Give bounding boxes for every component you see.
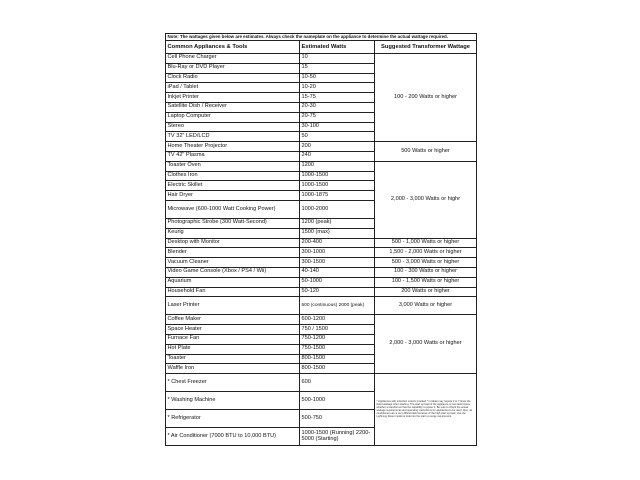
appliance-watts: 600 [300,374,375,392]
appliance-watts: 800-1500 [300,364,375,374]
appliance-watts: 50-1000 [300,277,375,287]
appliance-watts: 10-50 [300,73,375,83]
note-row [166,34,477,41]
appliance-name: Stereo [166,122,300,132]
appliance-name: Vacuum Cleaner [166,258,300,268]
table-row [166,297,477,315]
appliance-name: Cell Phone Charger [166,54,300,64]
appliance-name: Aquarium [166,277,300,287]
appliance-name: Photographic Strobe (300 Watt-Second) [166,218,300,228]
transformer-wattage: 500 Watts or higher [375,142,477,162]
appliance-watts: 15 [300,63,375,73]
appliance-name: * Refrigerator [166,410,300,428]
appliance-name: * Washing Machine [166,392,300,410]
appliance-watts: 30-100 [300,122,375,132]
table-row [166,248,477,258]
appliance-name: iPad / Tablet [166,83,300,93]
appliance-name: Clock Radio [166,73,300,83]
appliance-watts: 40-140 [300,267,375,277]
table-row [166,374,477,392]
appliance-name: Toaster [166,354,300,364]
appliance-name: * Chest Freezer [166,374,300,392]
transformer-wattage: 500 - 1,000 Watts or higher [375,238,477,248]
appliance-watts: 200-400 [300,238,375,248]
appliance-name: Clothes Iron [166,171,300,181]
appliance-watts: 500-750 [300,410,375,428]
table-row [166,315,477,325]
appliance-name: Blender [166,248,300,258]
appliance-name: Electric Skillet [166,181,300,191]
transformer-wattage: 500 - 3,000 Watts or higher [375,258,477,268]
header-watts: Estimated Watts [300,41,375,54]
appliance-name: Coffee Maker [166,315,300,325]
appliance-name: Inkjet Printer [166,93,300,103]
table-row [166,238,477,248]
appliance-name: Furnace Fan [166,334,300,344]
appliance-watts: 15-75 [300,93,375,103]
appliance-watts: 1000-2000 [300,200,375,218]
appliance-watts: 1000-1500 (Running) 2200-5000 (Starting) [300,428,375,446]
transformer-wattage: 100 - 300 Watts or higher [375,267,477,277]
appliance-watts: 200 [300,142,375,152]
appliance-watts: 500 (continuous) 2000 (peak) [300,297,375,315]
appliance-name: Space Heater [166,325,300,335]
appliance-name: TV 32" LED/LCD [166,132,300,142]
appliance-name: Satellite Dish / Receiver [166,102,300,112]
note-text: Note: The wattages given below are estimates. Always check the nameplate on the appliance to determine the actual wattage required. [166,34,477,41]
transformer-wattage: 100 - 1,500 Watts or higher [375,277,477,287]
appliance-watts: 300-1500 [300,258,375,268]
appliance-name: * Air Conditioner (7000 BTU to 10,000 BTU) [166,428,300,446]
appliance-watts: 800-1500 [300,354,375,364]
footnote-text: * Appliances with induction motors (marked * in table) may require 3 to 7 times the listed wattage when starting. The start up load of the appliance or tool determines whether a transformer has the capability to power it. Be sure to check the actual wattage requirements and operating instructions for appliances to be used. Also, air conditioners are a very difficult task because of the high start up load. Use the Lightning Reset model or look into the start up surge requirement. [375,374,477,446]
appliance-watts: 10 [300,54,375,64]
appliance-name: Household Fan [166,287,300,297]
table-row [166,287,477,297]
appliance-watts: 750 / 1500 [300,325,375,335]
appliance-watts: 1200 [300,161,375,171]
appliance-watts: 750-1200 [300,334,375,344]
appliance-watts: 300-1000 [300,248,375,258]
wattage-table [165,33,477,446]
appliance-watts: 1500 (max) [300,228,375,238]
appliance-name: TV 42" Plasma [166,151,300,161]
header-transformer: Suggested Transformer Wattage [375,41,477,54]
appliance-watts: 10-20 [300,83,375,93]
table-row [166,142,477,152]
transformer-wattage: 2,000 - 3,000 Watts or higher [375,315,477,374]
appliance-watts: 1200 (peak) [300,218,375,228]
transformer-wattage: 200 Watts or higher [375,287,477,297]
appliance-name: Keurig [166,228,300,238]
table-row [166,277,477,287]
table-row [166,54,477,64]
transformer-wattage: 2,000 - 3,000 Watts or highr [375,161,477,238]
appliance-watts: 20-30 [300,102,375,112]
appliance-name: Video Game Console (Xbox / PS4 / Wii) [166,267,300,277]
transformer-wattage: 3,000 Watts or higher [375,297,477,315]
appliance-name: Toaster Oven [166,161,300,171]
appliance-watts: 750-1500 [300,344,375,354]
appliance-watts: 600-1200 [300,315,375,325]
appliance-watts: 240 [300,151,375,161]
appliance-watts: 500-1000 [300,392,375,410]
appliance-watts: 50-120 [300,287,375,297]
appliance-name: Laser Printer [166,297,300,315]
header-row [166,41,477,54]
appliance-name: Waffle Iron [166,364,300,374]
appliance-name: Laptop Computer [166,112,300,122]
appliance-watts: 1000-1500 [300,181,375,191]
header-appliance: Common Appliances & Tools [166,41,300,54]
appliance-watts: 50 [300,132,375,142]
appliance-watts: 20-75 [300,112,375,122]
transformer-wattage: 1,500 - 2,000 Watts or higher [375,248,477,258]
appliance-name: Blu-Ray or DVD Player [166,63,300,73]
table-row [166,267,477,277]
appliance-watts: 1000-1500 [300,171,375,181]
table-row [166,161,477,171]
appliance-name: Hair Dryer [166,191,300,201]
appliance-name: Desktop with Monitor [166,238,300,248]
transformer-wattage: 100 - 200 Watts or higher [375,54,477,142]
table-row [166,258,477,268]
appliance-name: Hot Plate [166,344,300,354]
appliance-name: Home Theater Projector [166,142,300,152]
appliance-watts: 1000-1875 [300,191,375,201]
appliance-name: Microwave (600-1000 Watt Cooking Power) [166,200,300,218]
